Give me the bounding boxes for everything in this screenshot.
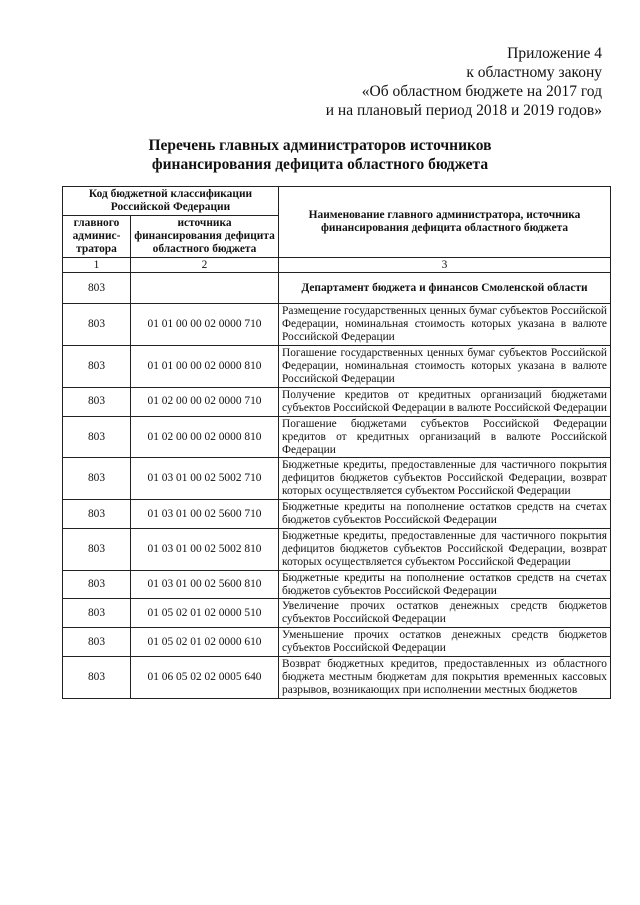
- source-name-cell: Бюджетные кредиты на пополнение остатков средств на счетах бюджетов субъектов Российской Федерации: [279, 500, 611, 529]
- table-row: [63, 387, 611, 416]
- admin-code-cell: 803: [63, 346, 131, 388]
- source-name-cell: Бюджетные кредиты, предоставленные для частичного покрытия дефицитов бюджетов субъектов Российской Федерации, возврат которых осуществляется субъектом Российской Федерации: [279, 458, 611, 500]
- header-row-1: [63, 187, 611, 216]
- appendix-line-2: к областному закону: [466, 64, 602, 81]
- source-code-cell: 01 03 01 00 02 5002 810: [131, 528, 279, 570]
- document-title: [0, 136, 640, 174]
- table-row: [63, 657, 611, 699]
- source-code-cell: 01 05 02 01 02 0000 610: [131, 628, 279, 657]
- source-code-cell: 01 02 00 00 02 0000 710: [131, 387, 279, 416]
- admin-code-cell: 803: [63, 657, 131, 699]
- source-code-cell: 01 01 00 00 02 0000 710: [131, 304, 279, 346]
- department-code: 803: [63, 273, 131, 304]
- table-row: [63, 416, 611, 458]
- source-name-cell: Размещение государственных ценных бумаг субъектов Российской Федерации, номинальная стоимость которых указана в валюте Российской Федерации: [279, 304, 611, 346]
- table-row: [63, 528, 611, 570]
- admin-code-cell: 803: [63, 599, 131, 628]
- source-name-cell: Получение кредитов от кредитных организаций бюджетами субъектов Российской Федерации в валюте Российской Федерации: [279, 387, 611, 416]
- header-group-classification: Код бюджетной классификации Российской Федерации: [63, 187, 279, 216]
- appendix-header: [326, 44, 602, 120]
- title-line-1: Перечень главных администраторов источников: [148, 137, 492, 154]
- admin-code-cell: 803: [63, 570, 131, 599]
- table-row: [63, 628, 611, 657]
- admin-code-cell: 803: [63, 416, 131, 458]
- source-name-cell: Погашение бюджетами субъектов Российской Федерации кредитов от кредитных организаций в валюте Российской Федерации: [279, 416, 611, 458]
- department-source-empty: [131, 273, 279, 304]
- source-name-cell: Увеличение прочих остатков денежных средств бюджетов субъектов Российской Федерации: [279, 599, 611, 628]
- source-name-cell: Возврат бюджетных кредитов, предоставленных из областного бюджета местным бюджетам для покрытия временных кассовых разрывов, возникающих при исполнении местных бюджетов: [279, 657, 611, 699]
- admin-code-cell: 803: [63, 628, 131, 657]
- admin-code-cell: 803: [63, 500, 131, 529]
- header-col-source: источника финансирования дефицита областного бюджета: [131, 215, 279, 257]
- admin-code-cell: 803: [63, 304, 131, 346]
- source-code-cell: 01 06 05 02 02 0005 640: [131, 657, 279, 699]
- source-code-cell: 01 05 02 01 02 0000 510: [131, 599, 279, 628]
- admin-code-cell: 803: [63, 528, 131, 570]
- column-number-3: 3: [279, 257, 611, 273]
- header-col-admin: главного админис-тратора: [63, 215, 131, 257]
- source-name-cell: Погашение государственных ценных бумаг субъектов Российской Федерации, номинальная стоимость которых указана в валюте Российской Федерации: [279, 346, 611, 388]
- source-name-cell: Уменьшение прочих остатков денежных средств бюджетов субъектов Российской Федерации: [279, 628, 611, 657]
- column-number-1: 1: [63, 257, 131, 273]
- header-col-name: Наименование главного администратора, источника финансирования дефицита областного бюджета: [279, 187, 611, 258]
- table-row: [63, 304, 611, 346]
- source-name-cell: Бюджетные кредиты, предоставленные для частичного покрытия дефицитов бюджетов субъектов Российской Федерации, возврат которых осуществляется субъектом Российской Федерации: [279, 528, 611, 570]
- title-line-2: финансирования дефицита областного бюджета: [151, 156, 489, 173]
- department-row: [63, 273, 611, 304]
- column-number-2: 2: [131, 257, 279, 273]
- table-row: [63, 570, 611, 599]
- administrators-table: [62, 186, 611, 699]
- admin-code-cell: 803: [63, 387, 131, 416]
- source-code-cell: 01 03 01 00 02 5600 810: [131, 570, 279, 599]
- department-name: Департамент бюджета и финансов Смоленской области: [279, 273, 611, 304]
- table-row: [63, 346, 611, 388]
- source-code-cell: 01 02 00 00 02 0000 810: [131, 416, 279, 458]
- appendix-line-4: и на плановый период 2018 и 2019 годов»: [325, 102, 602, 119]
- column-number-row: [63, 257, 611, 273]
- table-row: [63, 599, 611, 628]
- source-code-cell: 01 03 01 00 02 5600 710: [131, 500, 279, 529]
- appendix-line-1: Приложение 4: [507, 45, 602, 62]
- source-name-cell: Бюджетные кредиты на пополнение остатков средств на счетах бюджетов субъектов Российской Федерации: [279, 570, 611, 599]
- appendix-line-3: «Об областном бюджете на 2017 год: [361, 83, 602, 100]
- table-row: [63, 458, 611, 500]
- source-code-cell: 01 01 00 00 02 0000 810: [131, 346, 279, 388]
- table-row: [63, 500, 611, 529]
- admin-code-cell: 803: [63, 458, 131, 500]
- source-code-cell: 01 03 01 00 02 5002 710: [131, 458, 279, 500]
